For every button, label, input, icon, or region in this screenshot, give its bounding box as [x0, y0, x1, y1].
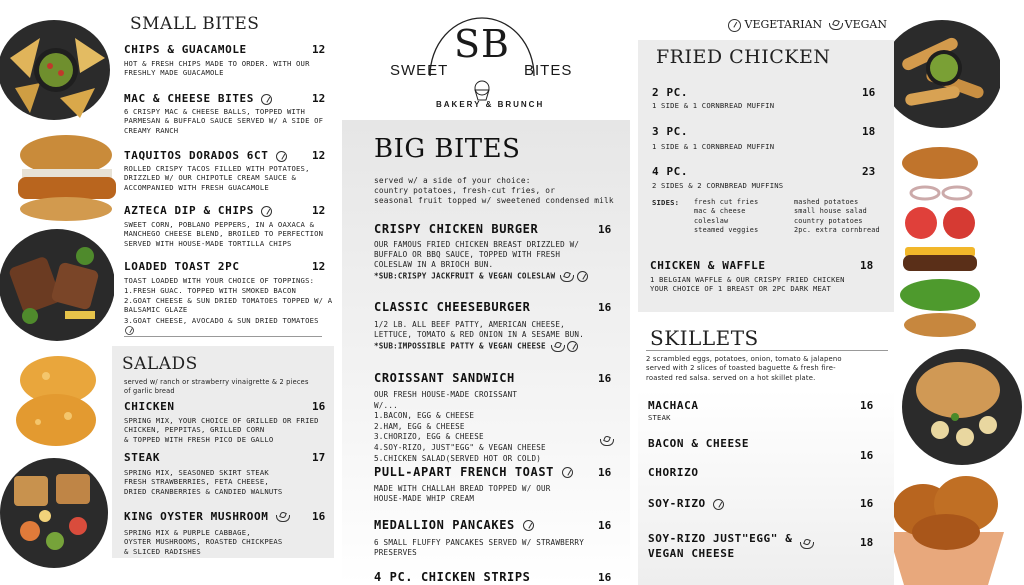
- menu-item-description: OUR FRESH HOUSE-MADE CROISSANT W/... 1.BACON, EGG & CHEESE 2.HAM, EGG & CHEESE 3.CHORIZO, EGG & CHEESE 4.SOY-RIZO, JUST"EGG" & VEGAN CHEESE 5.CHICKEN SALAD(SERVED HOT OR COLD): [374, 390, 546, 463]
- menu-item-price: 18: [862, 125, 876, 138]
- vegan-icon: [600, 430, 612, 449]
- menu-item-name: STEAK: [124, 451, 161, 464]
- vegan-icon: [551, 342, 563, 352]
- vegetarian-icon: [276, 151, 287, 162]
- menu-item-description: 2 SIDES & 2 CORNBREAD MUFFINS: [652, 181, 784, 190]
- menu-item-name: 2 PC.: [652, 86, 689, 99]
- menu-item-description: 1 SIDE & 1 CORNBREAD MUFFIN: [652, 101, 775, 110]
- taquitos-photo: [880, 18, 1000, 130]
- logo-word-right: BITES: [524, 62, 573, 79]
- menu-item-description: HOT & FRESH CHIPS MADE TO ORDER. WITH OUR FRESHLY MADE GUACAMOLE: [124, 59, 310, 78]
- menu-item-name: AZTECA DIP & CHIPS: [124, 204, 272, 217]
- menu-item-price: 16: [312, 400, 326, 413]
- menu-item-price: 12: [312, 204, 326, 217]
- substitution-note: *SUB:IMPOSSIBLE PATTY & VEGAN CHEESE: [374, 341, 624, 352]
- menu-item-description: 1/2 LB. ALL BEEF PATTY, AMERICAN CHEESE, LETTUCE, TOMATO & RED ONION IN A SESAME BUN.: [374, 320, 584, 339]
- section-divider: [646, 350, 888, 351]
- menu-item-price: 16: [312, 510, 326, 523]
- fried-chicken-heading: FRIED CHICKEN: [656, 46, 831, 68]
- burger-layers-photo: [895, 145, 985, 340]
- menu-item-price: 16: [862, 86, 876, 99]
- menu-item-price: 16: [598, 519, 612, 532]
- vegetarian-icon: [713, 499, 724, 510]
- big-bites-heading: BIG BITES: [374, 134, 521, 164]
- menu-item-description: SPRING MIX, SEASONED SKIRT STEAK FRESH STRAWBERRIES, FETA CHEESE, DRIED CRANBERRIES & CANDIED WALNUTS: [124, 468, 283, 496]
- menu-item-price: 16: [860, 449, 874, 462]
- menu-item-price: 16: [598, 223, 612, 236]
- topping-option: 1.FRESH GUAC. TOPPED WITH SMOKED BACON: [124, 286, 297, 295]
- fried-chicken-basket-photo: [878, 462, 1014, 585]
- salads-subtitle: served w/ ranch or strawberry vinaigrette & 2 pieces of garlic bread: [124, 378, 309, 396]
- menu-item-name: SOY-RIZO: [648, 497, 724, 510]
- vegetarian-icon: [523, 520, 534, 531]
- vegetarian-icon: [562, 467, 573, 478]
- menu-item-price: 12: [312, 92, 326, 105]
- vegetarian-icon: [577, 271, 588, 282]
- menu-item-name: MACHACA: [648, 399, 699, 412]
- menu-item-name: 4 PC.: [652, 165, 689, 178]
- mac-cheese-bites-photo: [8, 350, 108, 450]
- vegetarian-icon: [567, 341, 578, 352]
- menu-item-description: 1 BELGIAN WAFFLE & OUR CRISPY FRIED CHICKEN YOUR CHOICE OF 1 BREAST OR 2PC DARK MEAT: [650, 275, 845, 294]
- topping-option: 3.GOAT CHEESE, AVOCADO & SUN DRIED TOMATOES: [124, 316, 334, 336]
- skillets-heading: SKILLETS: [650, 326, 759, 350]
- vegan-icon: [829, 20, 841, 30]
- legend-vegetarian: VEGETARIAN: [744, 18, 823, 31]
- logo: [388, 6, 576, 116]
- menu-item-name: CRISPY CHICKEN BURGER: [374, 222, 539, 236]
- vegan-icon: [800, 533, 812, 552]
- menu-item-description: MADE WITH CHALLAH BREAD TOPPED W/ OUR HOUSE-MADE WHIP CREAM: [374, 484, 551, 503]
- menu-item-name: MAC & CHEESE BITES: [124, 92, 272, 105]
- menu-item-price: 16: [598, 301, 612, 314]
- menu-item-name: SOY-RIZO JUST"EGG" & VEGAN CHEESE: [648, 532, 793, 560]
- menu-item-description: TOAST LOADED WITH YOUR CHOICE OF TOPPINGS:: [124, 276, 315, 285]
- menu-item-description: 6 CRISPY MAC & CHEESE BALLS, TOPPED WITH PARMESAN & BUFFALO SAUCE SERVED W/ A SIDE OF CREAMY RANCH: [124, 107, 324, 135]
- menu-item-name: PULL-APART FRENCH TOAST: [374, 465, 573, 479]
- steak-plate-photo: [0, 226, 114, 344]
- dietary-legend: [728, 18, 887, 32]
- chips-guac-photo: [0, 18, 112, 123]
- menu-item-price: 23: [862, 165, 876, 178]
- menu-item-name: CLASSIC CHEESEBURGER: [374, 300, 531, 314]
- vegetarian-icon: [728, 19, 741, 32]
- topping-option: 2.GOAT CHEESE & SUN DRIED TOMATOES TOPPED W/ A BALSAMIC GLAZE: [124, 296, 333, 315]
- menu-item-name: CROISSANT SANDWICH: [374, 371, 515, 385]
- menu-item-description: ROLLED CRISPY TACOS FILLED WITH POTATOES, DRIZZLED W/ OUR CHIPOTLE CREAM SAUCE & ACCOMPANIED WITH FRESH GUACAMOLE: [124, 164, 310, 192]
- menu-item-name: KING OYSTER MUSHROOM: [124, 510, 288, 523]
- salads-heading: SALADS: [122, 354, 198, 374]
- menu-item-price: 17: [312, 451, 326, 464]
- logo-monogram: SB: [454, 22, 510, 66]
- menu-item-subtitle: STEAK: [648, 413, 671, 422]
- vegan-icon: [560, 272, 572, 282]
- menu-item-price: 12: [312, 260, 326, 273]
- menu-item-price: 16: [598, 372, 612, 385]
- vegetarian-icon: [125, 327, 134, 336]
- sides-label: SIDES:: [652, 198, 680, 207]
- menu-item-name: CHICKEN: [124, 400, 175, 413]
- menu-item-name: BACON & CHEESE: [648, 437, 750, 450]
- menu-item-name: CHORIZO: [648, 466, 699, 479]
- small-bites-heading: SMALL BITES: [130, 14, 260, 34]
- menu-item-description: SWEET CORN, POBLANO PEPPERS, IN A OAXACA & MANCHEGO CHEESE BLEND, BROILED TO PERFECTION SERVED WITH HOUSE-MADE TORTILLA CHIPS: [124, 220, 324, 248]
- menu-item-name: CHIPS & GUACAMOLE: [124, 43, 247, 56]
- menu-item-name: MEDALLION PANCAKES: [374, 518, 534, 532]
- menu-item-price: 12: [312, 43, 326, 56]
- menu-item-name: TAQUITOS DORADOS 6CT: [124, 149, 287, 162]
- croissant-plate-photo: [900, 345, 1022, 467]
- sides-list-2: mashed potatoes small house salad country potatoes 2pc. extra cornbread: [794, 198, 880, 235]
- vegetarian-icon: [261, 94, 272, 105]
- vegan-icon: [276, 512, 288, 522]
- vegetarian-icon: [261, 206, 272, 217]
- section-divider: [124, 336, 322, 337]
- menu-item-description: OUR FAMOUS FRIED CHICKEN BREAST DRIZZLED W/ BUFFALO OR BBQ SAUCE, TOPPED WITH FRESH COLESLAW IN A BRIOCH BUN.: [374, 240, 580, 269]
- menu-item-price: 18: [860, 536, 874, 549]
- logo-word-left: SWEET: [390, 62, 449, 79]
- menu-item-name: 4 PC. CHICKEN STRIPS: [374, 570, 531, 584]
- menu-item-price: 16: [860, 399, 874, 412]
- sides-list-1: fresh cut fries mac & cheese coleslaw steamed veggies: [694, 198, 759, 235]
- menu-item-description: SPRING MIX, YOUR CHOICE OF GRILLED OR FRIED CHICKEN, PEPPITAS, GRILLED CORN & TOPPED WITH FRESH PICO DE GALLO: [124, 416, 319, 444]
- menu-item-name: CHICKEN & WAFFLE: [650, 259, 766, 272]
- chicken-burger-photo: [10, 133, 122, 225]
- menu-item-name: 3 PC.: [652, 125, 689, 138]
- big-bites-subtitle: served w/ a side of your choice: country potatoes, fresh-cut fries, or seasonal fruit topped w/ sweetened condensed milk: [374, 176, 614, 205]
- logo-tagline: BAKERY & BRUNCH: [436, 100, 545, 109]
- menu-item-description: 6 SMALL FLUFFY PANCAKES SERVED W/ STRAWBERRY PRESERVES: [374, 538, 584, 557]
- menu-item-description: 1 SIDE & 1 CORNBREAD MUFFIN: [652, 142, 775, 151]
- skillets-subtitle: 2 scrambled eggs, potatoes, onion, tomato & jalapeno served with 2 slices of toasted baguette & fresh fire- roasted red salsa. served on a hot skillet plate.: [646, 355, 842, 382]
- menu-item-name: LOADED TOAST 2PC: [124, 260, 240, 273]
- legend-vegan: VEGAN: [844, 18, 888, 31]
- menu-item-price: 16: [598, 466, 612, 479]
- toast-platter-photo: [0, 456, 108, 571]
- substitution-note: *SUB:CRISPY JACKFRUIT & VEGAN COLESLAW: [374, 271, 624, 282]
- menu-item-price: 12: [312, 149, 326, 162]
- menu-item-price: 16: [598, 571, 612, 584]
- menu-item-price: 16: [860, 497, 874, 510]
- menu-item-price: 18: [860, 259, 874, 272]
- menu-item-description: SPRING MIX & PURPLE CABBAGE, OYSTER MUSHROOMS, ROASTED CHICKPEAS & SLICED RADISHES: [124, 528, 283, 556]
